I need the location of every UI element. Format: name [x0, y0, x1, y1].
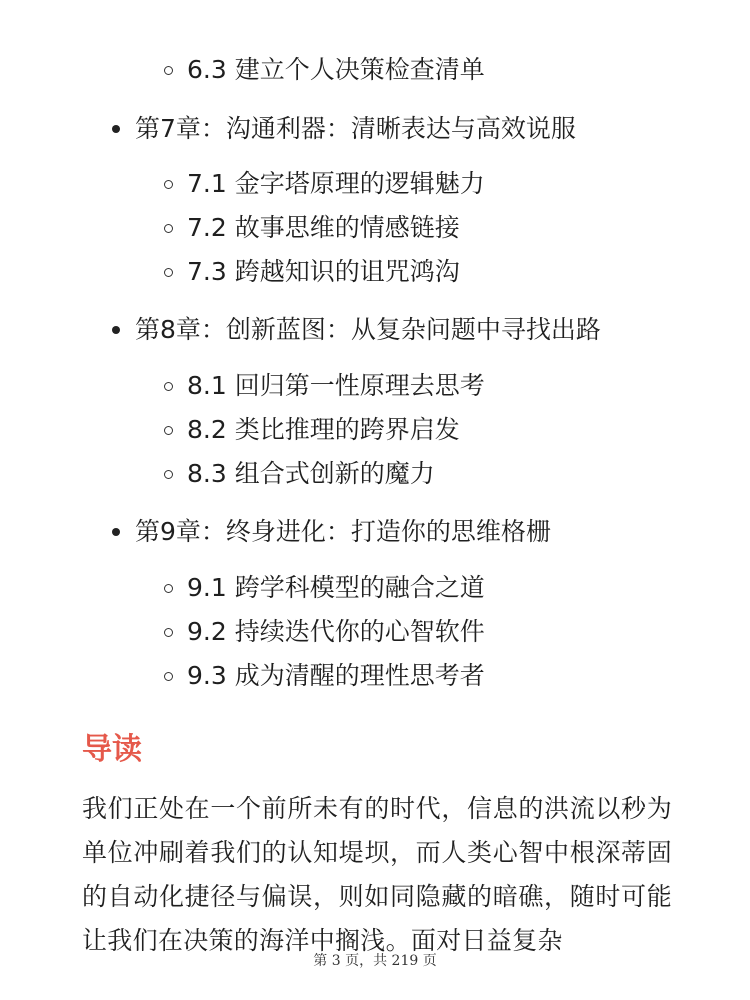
- toc-section-label: 7.2 故事思维的情感链接: [187, 213, 460, 242]
- toc-section-7-2[interactable]: [187, 211, 460, 245]
- toc-chapter-label: 第8章：创新蓝图：从复杂问题中寻找出路: [135, 315, 601, 344]
- toc-section-label: 7.3 跨越知识的诅咒鸿沟: [187, 257, 460, 286]
- hollow-bullet-icon: [164, 584, 173, 593]
- toc-section-8-3[interactable]: [187, 457, 435, 491]
- toc-section-label: 7.1 金字塔原理的逻辑魅力: [187, 169, 485, 198]
- toc-section-label: 9.3 成为清醒的理性思考者: [187, 661, 485, 690]
- hollow-bullet-icon: [164, 470, 173, 479]
- toc-section-label: 8.3 组合式创新的魔力: [187, 459, 435, 488]
- toc-chapter-7[interactable]: [135, 112, 576, 146]
- toc-section-8-1[interactable]: [187, 369, 485, 403]
- toc-section-label: 9.1 跨学科模型的融合之道: [187, 573, 485, 602]
- toc-section-label: 9.2 持续迭代你的心智软件: [187, 617, 485, 646]
- toc-section-9-2[interactable]: [187, 615, 485, 649]
- toc-chapter-9[interactable]: [135, 515, 551, 549]
- toc-chapter-label: 第9章：终身进化：打造你的思维格栅: [135, 517, 551, 546]
- hollow-bullet-icon: [164, 628, 173, 637]
- toc-section-8-2[interactable]: [187, 413, 460, 447]
- toc-section-9-1[interactable]: [187, 571, 485, 605]
- filled-bullet-icon: [112, 125, 120, 133]
- toc-chapter-label: 第7章：沟通利器：清晰表达与高效说服: [135, 114, 576, 143]
- toc-chapter-8[interactable]: [135, 313, 601, 347]
- intro-paragraph: 我们正处在一个前所未有的时代，信息的洪流以秒为单位冲刷着我们的认知堤坝，而人类心智中根深蒂固的自动化捷径与偏误，则如同隐藏的暗礁，随时可能让我们在决策的海洋中搁浅。面对日益复杂: [82, 794, 672, 955]
- toc-section-label: 8.2 类比推理的跨界启发: [187, 415, 460, 444]
- toc-section-7-1[interactable]: [187, 167, 485, 201]
- hollow-bullet-icon: [164, 426, 173, 435]
- hollow-bullet-icon: [164, 66, 173, 75]
- filled-bullet-icon: [112, 528, 120, 536]
- filled-bullet-icon: [112, 326, 120, 334]
- hollow-bullet-icon: [164, 224, 173, 233]
- intro-heading: 导读: [82, 732, 142, 767]
- toc-section-label: 6.3 建立个人决策检查清单: [187, 55, 485, 84]
- toc-section-9-3[interactable]: [187, 659, 485, 693]
- hollow-bullet-icon: [164, 382, 173, 391]
- hollow-bullet-icon: [164, 672, 173, 681]
- toc-section-label: 8.1 回归第一性原理去思考: [187, 371, 485, 400]
- page-number-footer: 第 3 页，共 219 页: [313, 953, 437, 969]
- toc-section-7-3[interactable]: [187, 255, 460, 289]
- hollow-bullet-icon: [164, 180, 173, 189]
- hollow-bullet-icon: [164, 268, 173, 277]
- toc-section-6-3[interactable]: [187, 53, 485, 87]
